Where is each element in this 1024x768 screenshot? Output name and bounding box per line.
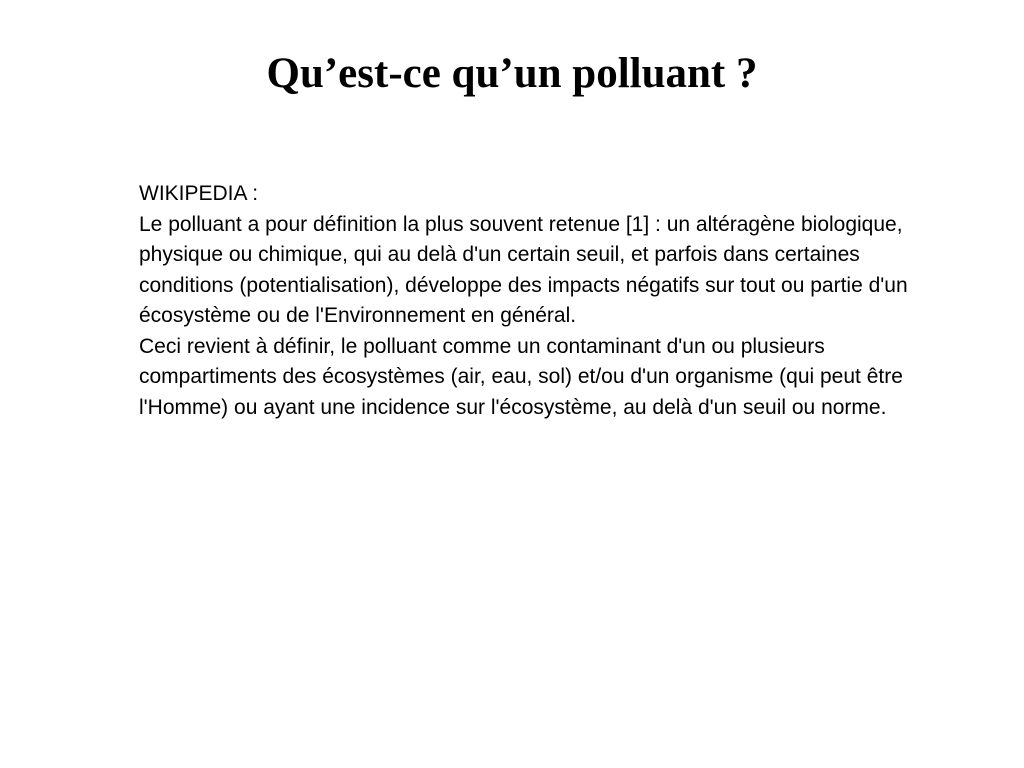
definition-paragraph: Le polluant a pour définition la plus souvent retenue [1] : un altéragène biologique, physique ou chimique, qui au delà d'un certain seuil, et parfois dans certaines conditions (potentialisation), développe des impacts négatifs sur tout ou partie d'un écosystème ou de l'Environnement en général.	[139, 212, 908, 327]
source-label: WIKIPEDIA :	[139, 182, 259, 205]
explanation-paragraph: Ceci revient à définir, le polluant comme un contaminant d'un ou plusieurs compartiments des écosystèmes (air, eau, sol) et/ou d'un organisme (qui peut être l'Homme) ou ayant une incidence sur l'écosystème, au delà d'un seuil ou norme.	[139, 334, 903, 419]
slide-title: Qu’est-ce qu’un polluant ?	[266, 50, 758, 97]
slide-body	[139, 179, 909, 423]
